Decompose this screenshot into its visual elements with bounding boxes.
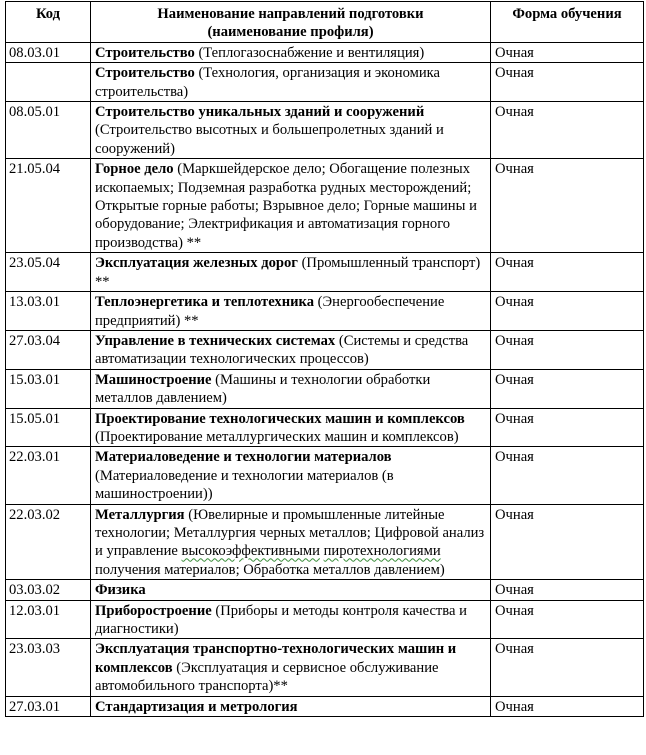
header-name [91,2,491,43]
program-name [91,504,491,580]
programs-table [5,1,644,717]
program-title: Эксплуатация транспортно-технологических машин и комплексов [95,641,457,676]
study-form: Очная [491,42,644,62]
program-name [91,330,491,369]
program-code: 23.03.03 [6,639,91,696]
program-name [91,696,491,716]
program-title: Горное дело [95,161,174,178]
table-row [6,580,644,600]
table-row [6,42,644,62]
program-name [91,159,491,253]
table-row [6,639,644,696]
program-code: 15.03.01 [6,369,91,408]
program-title: Физика [95,582,146,599]
program-code: 15.05.01 [6,408,91,447]
program-code: 27.03.04 [6,330,91,369]
program-name [91,102,491,159]
program-profile-part: (Ювелирные и промышленные литейные технологии; Металлургия черных металлов; Цифровой анализ и управление [95,506,485,560]
program-profile: (Эксплуатация и сервисное обслуживание автомобильного транспорта)** [95,659,439,695]
study-form: Очная [491,63,644,102]
program-name [91,639,491,696]
program-name [91,253,491,292]
document-page [5,1,644,717]
study-form: Очная [491,102,644,159]
program-profile: (Теплогазоснабжение и вентиляция) [194,44,425,61]
table-row [6,600,644,639]
program-profile: (Системы и средства автоматизации технологических процессов) [95,332,469,368]
study-form: Очная [491,330,644,369]
program-title: Эксплуатация железных дорог [95,255,298,272]
study-form: Очная [491,696,644,716]
program-title: Проектирование технологических машин и комплексов [95,410,465,427]
program-title: Строительство [95,65,195,82]
program-profile: (Энергообеспечение предприятий) ** [95,294,445,329]
header-name-line1: Наименование направлений подготовки [157,6,424,22]
table-row [6,447,644,504]
program-title: Стандартизация и метрология [95,698,298,715]
program-name [91,369,491,408]
program-profile-part: получения материалов; Обработка металлов давлением) [95,561,445,578]
program-name [91,580,491,600]
header-form: Форма обучения [491,2,644,43]
program-name [91,63,491,102]
header-name-line2: (наименование профиля) [207,24,374,41]
program-code: 12.03.01 [6,600,91,639]
program-code: 22.03.01 [6,447,91,504]
program-profile: (Технология, организация и экономика строительства) [95,65,441,100]
program-profile: (Проектирование металлургических машин и комплексов) [95,428,459,445]
table-row [6,330,644,369]
table-row [6,102,644,159]
study-form: Очная [491,639,644,696]
program-title: Строительство уникальных зданий и сооружений [95,104,425,121]
program-profile: (Промышленный транспорт) ** [95,255,481,290]
program-profile: (Строительство высотных и большепролетных зданий и сооружений) [95,122,444,157]
program-profile: (Приборы и методы контроля качества и диагностики) [95,602,467,637]
program-code [6,63,91,102]
program-title: Управление в технических системах [95,332,336,349]
table-row [6,696,644,716]
study-form: Очная [491,580,644,600]
study-form: Очная [491,253,644,292]
program-title: Материаловедение и технологии материалов [95,449,392,466]
program-name [91,292,491,331]
spellcheck-marked-word: пиротехнологиями [323,543,441,560]
study-form: Очная [491,600,644,639]
program-title: Приборостроение [95,602,212,619]
program-profile: (Маркшейдерское дело; Обогащение полезных ископаемых; Подземная разработка рудных месторождений; Открытые горные работы; Взрывное дело; Горные машины и оборудование; Электрификация и автоматизация горного производства) ** [95,161,477,251]
program-code: 21.05.04 [6,159,91,253]
program-profile: (Материаловедение и технологии материалов (в машиностроении)) [95,467,394,503]
program-code: 27.03.01 [6,696,91,716]
program-title: Теплоэнергетика и теплотехника [95,294,315,311]
program-name [91,42,491,62]
program-name [91,408,491,447]
study-form: Очная [491,369,644,408]
program-name [91,447,491,504]
program-code: 08.05.01 [6,102,91,159]
study-form: Очная [491,408,644,447]
program-profile: (Машины и технологии обработки металлов давлением) [95,371,431,407]
program-title: Машиностроение [95,371,212,388]
study-form: Очная [491,504,644,580]
table-row [6,253,644,292]
study-form: Очная [491,292,644,331]
table-row [6,159,644,253]
program-name [91,600,491,639]
program-code: 08.03.01 [6,42,91,62]
study-form: Очная [491,159,644,253]
study-form: Очная [491,447,644,504]
table-row [6,63,644,102]
program-title: Строительство [95,44,195,61]
program-code: 23.05.04 [6,253,91,292]
program-code: 03.03.02 [6,580,91,600]
table-row [6,292,644,331]
table-row [6,369,644,408]
table-row [6,408,644,447]
spellcheck-marked-word: высокоэффективными [181,543,320,560]
table-row [6,504,644,580]
header-code: Код [6,2,91,43]
program-code: 22.03.02 [6,504,91,580]
program-code: 13.03.01 [6,292,91,331]
program-title: Металлургия [95,506,185,523]
table-header-row [6,2,644,43]
